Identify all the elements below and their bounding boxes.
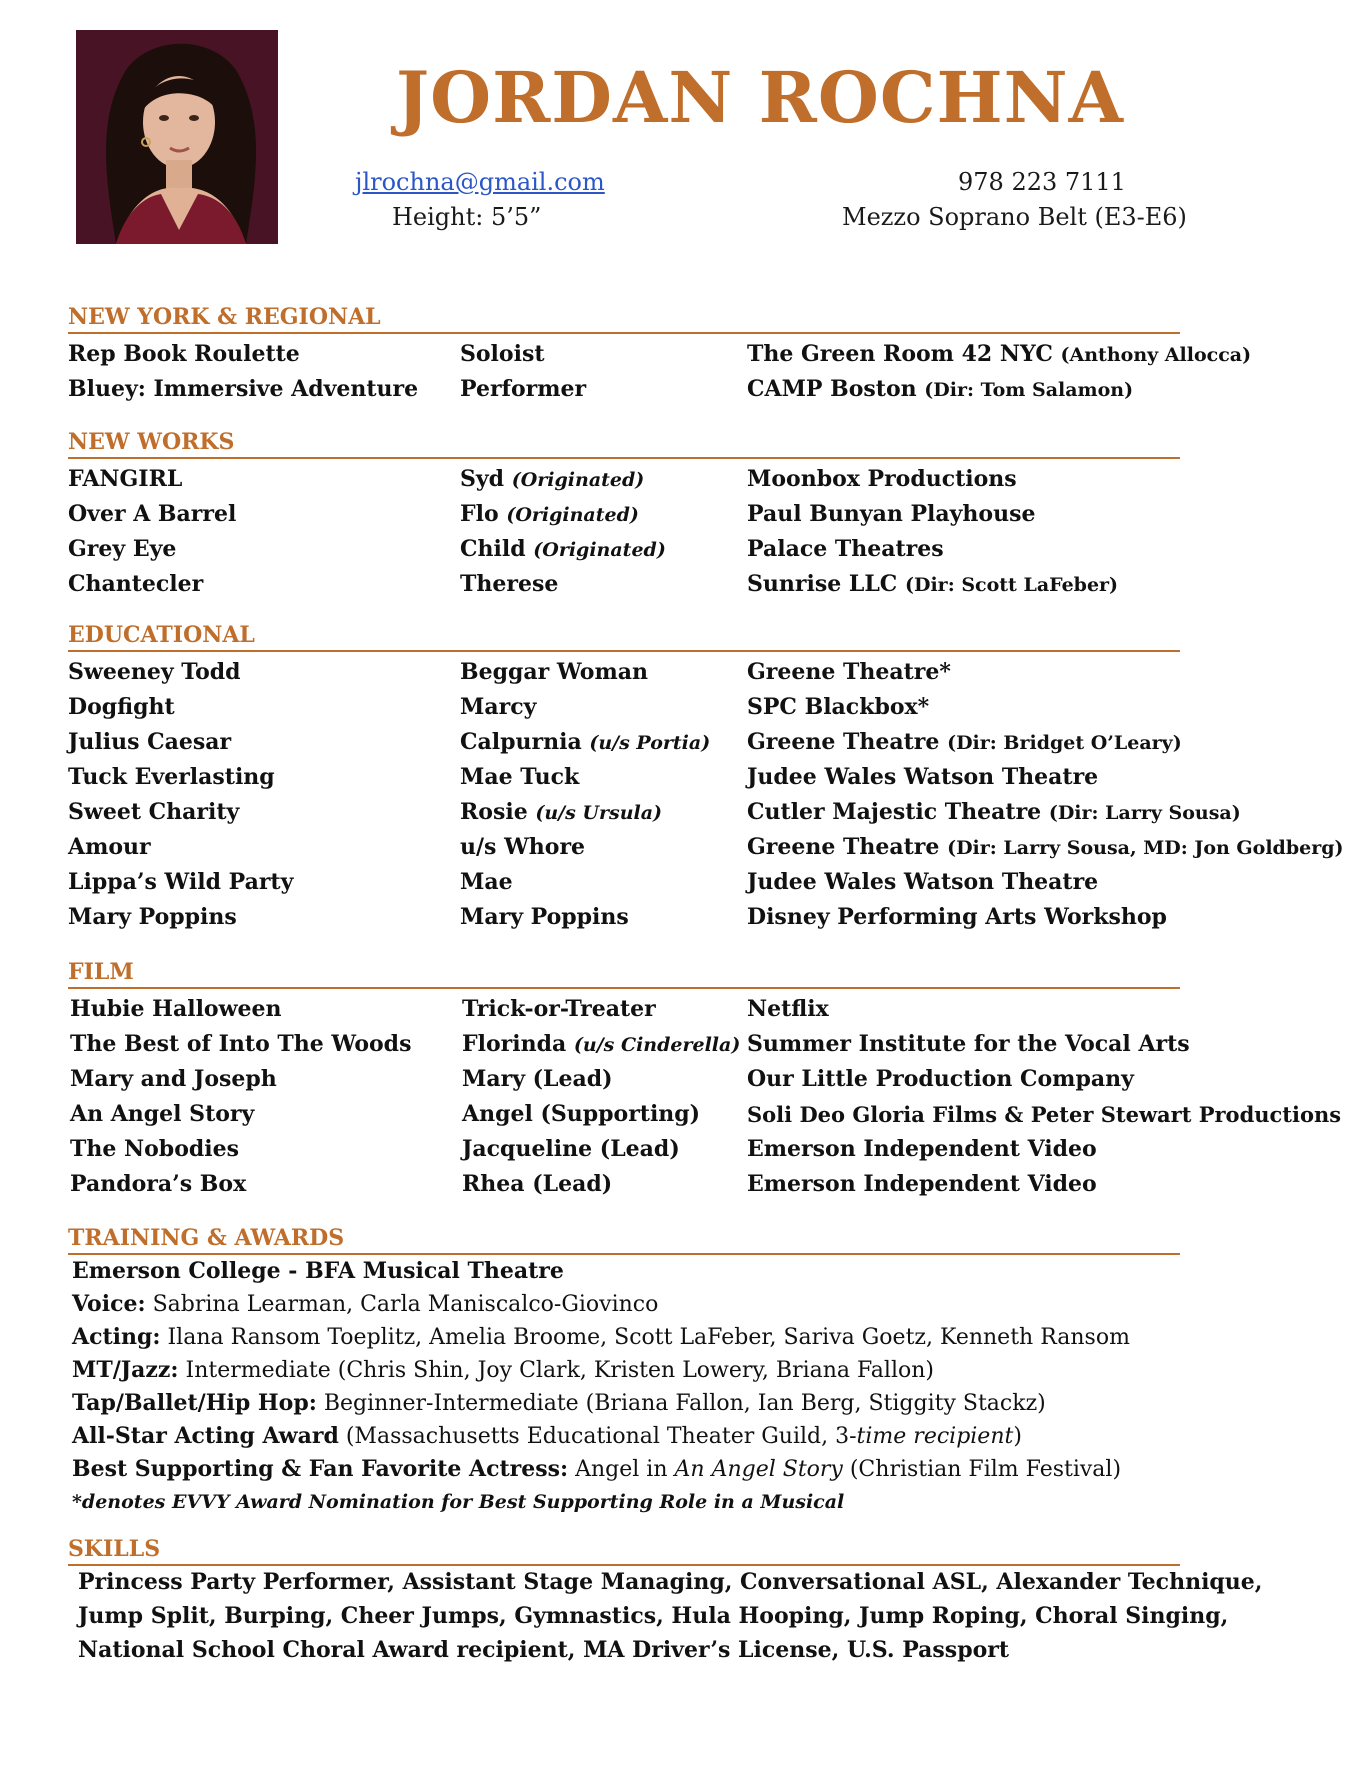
credit-show: FANGIRL bbox=[68, 466, 183, 492]
credit-role: Child (Originated) bbox=[460, 536, 666, 562]
credit-venue: The Green Room 42 NYC (Anthony Allocca) bbox=[747, 341, 1252, 367]
credit-show: Julius Caesar bbox=[68, 729, 232, 755]
email-link[interactable]: jlrochna@gmail.com bbox=[355, 168, 605, 196]
credit-role: Mae bbox=[460, 869, 513, 895]
credit-row bbox=[70, 1132, 1360, 1167]
credit-row bbox=[68, 567, 1358, 602]
credit-venue: Netflix bbox=[747, 996, 829, 1022]
credit-row bbox=[68, 725, 1358, 760]
credit-show: Mary and Joseph bbox=[70, 1066, 277, 1092]
credit-role: Florinda (u/s Cinderella) bbox=[462, 1031, 741, 1057]
credit-row bbox=[68, 462, 1358, 497]
candidate-name: JORDAN ROCHNA bbox=[396, 56, 1124, 139]
credit-show: Chantecler bbox=[68, 571, 204, 597]
credit-show: Tuck Everlasting bbox=[68, 764, 275, 790]
credit-show: Grey Eye bbox=[68, 536, 177, 562]
credit-show: An Angel Story bbox=[70, 1101, 255, 1127]
section-title-new-works: NEW WORKS bbox=[68, 429, 1180, 455]
credit-venue: Our Little Production Company bbox=[747, 1066, 1134, 1092]
credit-show: Rep Book Roulette bbox=[68, 341, 300, 367]
credit-role: Marcy bbox=[460, 694, 537, 720]
credit-row bbox=[68, 372, 1358, 407]
credit-venue: Greene Theatre (Dir: Bridget O’Leary) bbox=[747, 729, 1182, 755]
section-title-training: TRAINING & AWARDS bbox=[68, 1225, 1180, 1251]
credit-venue: Disney Performing Arts Workshop bbox=[747, 904, 1167, 930]
credit-venue: Soli Deo Gloria Films & Peter Stewart Productions bbox=[747, 1102, 1342, 1127]
credit-venue: Greene Theatre (Dir: Larry Sousa, MD: Jon Goldberg) bbox=[747, 834, 1344, 860]
credit-venue: SPC Blackbox* bbox=[747, 694, 930, 720]
credit-show: Lippa’s Wild Party bbox=[68, 869, 294, 895]
credit-role: Calpurnia (u/s Portia) bbox=[460, 729, 711, 755]
credit-row bbox=[68, 337, 1358, 372]
credit-role: Rhea (Lead) bbox=[462, 1171, 613, 1197]
training-list bbox=[72, 1255, 1252, 1519]
credit-row bbox=[68, 795, 1358, 830]
credit-row bbox=[70, 1027, 1360, 1062]
credit-show: Bluey: Immersive Adventure bbox=[68, 376, 419, 402]
credit-venue: Judee Wales Watson Theatre bbox=[747, 869, 1099, 895]
credit-venue: Paul Bunyan Playhouse bbox=[747, 501, 1036, 527]
credits-new-works bbox=[68, 462, 1358, 602]
credit-show: Hubie Halloween bbox=[70, 996, 282, 1022]
credit-row bbox=[68, 690, 1358, 725]
credit-role: Beggar Woman bbox=[460, 659, 648, 685]
credits-film bbox=[70, 992, 1360, 1202]
credit-row bbox=[70, 1062, 1360, 1097]
credit-venue: Cutler Majestic Theatre (Dir: Larry Sousa) bbox=[747, 799, 1241, 825]
credit-show: Pandora’s Box bbox=[70, 1171, 247, 1197]
credits-ny-regional bbox=[68, 337, 1358, 407]
credit-role: Mary (Lead) bbox=[462, 1066, 613, 1092]
skills-list bbox=[78, 1565, 1263, 1667]
training-tap: Tap/Ballet/Hip Hop: Beginner-Intermediate (Briana Fallon, Ian Berg, Stiggity Stackz) bbox=[72, 1390, 1046, 1416]
credit-venue: Greene Theatre* bbox=[747, 659, 951, 685]
credit-show: Amour bbox=[68, 834, 151, 860]
credit-venue: Emerson Independent Video bbox=[747, 1136, 1097, 1162]
credit-role: Syd (Originated) bbox=[460, 466, 645, 492]
credit-venue: Palace Theatres bbox=[747, 536, 944, 562]
credit-venue: CAMP Boston (Dir: Tom Salamon) bbox=[747, 376, 1134, 402]
credit-role: Mary Poppins bbox=[460, 904, 629, 930]
skills-line: Jump Split, Burping, Cheer Jumps, Gymnastics, Hula Hooping, Jump Roping, Choral Singing, bbox=[78, 1603, 1229, 1629]
headshot-photo bbox=[76, 30, 278, 244]
award-all-star: All-Star Acting Award (Massachusetts Educational Theater Guild, 3-time recipient) bbox=[72, 1423, 1022, 1449]
credit-role: Soloist bbox=[460, 341, 545, 367]
credit-role: Angel (Supporting) bbox=[462, 1101, 701, 1127]
credits-educational bbox=[68, 655, 1358, 935]
phone-number: 978 223 7111 bbox=[958, 168, 1126, 196]
credit-role: Performer bbox=[460, 376, 587, 402]
credit-show: The Nobodies bbox=[70, 1136, 239, 1162]
award-best-supporting: Best Supporting & Fan Favorite Actress: Angel in An Angel Story (Christian Film Festival) bbox=[72, 1456, 1122, 1482]
credit-role: Jacqueline (Lead) bbox=[462, 1136, 680, 1162]
credit-row bbox=[70, 1167, 1360, 1202]
credit-row bbox=[68, 900, 1358, 935]
evvy-footnote: *denotes EVVY Award Nomination for Best Supporting Role in a Musical bbox=[72, 1491, 845, 1513]
credit-venue: Summer Institute for the Vocal Arts bbox=[747, 1031, 1190, 1057]
skills-line: Princess Party Performer, Assistant Stage Managing, Conversational ASL, Alexander Technique, bbox=[78, 1569, 1263, 1595]
credit-show: Dogfight bbox=[68, 694, 175, 720]
height-info: Height: 5’5” bbox=[392, 203, 542, 231]
training-voice: Voice: Sabrina Learman, Carla Maniscalco-Giovinco bbox=[72, 1291, 659, 1317]
credit-show: Over A Barrel bbox=[68, 501, 237, 527]
credit-venue: Emerson Independent Video bbox=[747, 1171, 1097, 1197]
credit-show: Sweeney Todd bbox=[68, 659, 241, 685]
credit-role: Flo (Originated) bbox=[460, 501, 639, 527]
credit-show: Mary Poppins bbox=[68, 904, 237, 930]
credit-show: Sweet Charity bbox=[68, 799, 240, 825]
credit-row bbox=[68, 497, 1358, 532]
voice-type: Mezzo Soprano Belt (E3-E6) bbox=[842, 203, 1187, 231]
credit-row bbox=[68, 532, 1358, 567]
section-title-ny-regional: NEW YORK & REGIONAL bbox=[68, 304, 1180, 330]
credit-row bbox=[68, 865, 1358, 900]
credit-show: The Best of Into The Woods bbox=[70, 1031, 412, 1057]
skills-line: National School Choral Award recipient, MA Driver’s License, U.S. Passport bbox=[78, 1637, 1010, 1663]
credit-role: Trick-or-Treater bbox=[462, 996, 656, 1022]
credit-role: Therese bbox=[460, 571, 559, 597]
credit-venue: Sunrise LLC (Dir: Scott LaFeber) bbox=[747, 571, 1119, 597]
credit-role: u/s Whore bbox=[460, 834, 586, 860]
training-acting: Acting: Ilana Ransom Toeplitz, Amelia Broome, Scott LaFeber, Sariva Goetz, Kenneth Ransom bbox=[72, 1324, 1130, 1350]
section-title-skills: SKILLS bbox=[68, 1536, 1180, 1562]
training-jazz: MT/Jazz: Intermediate (Chris Shin, Joy Clark, Kristen Lowery, Briana Fallon) bbox=[72, 1357, 934, 1383]
credit-venue: Judee Wales Watson Theatre bbox=[747, 764, 1099, 790]
training-school: Emerson College - BFA Musical Theatre bbox=[72, 1258, 564, 1284]
credit-role: Rosie (u/s Ursula) bbox=[460, 799, 663, 825]
credit-row bbox=[68, 830, 1358, 865]
credit-role: Mae Tuck bbox=[460, 764, 580, 790]
section-title-film: FILM bbox=[68, 959, 1180, 985]
credit-row bbox=[70, 992, 1360, 1027]
credit-row bbox=[68, 655, 1358, 690]
credit-row bbox=[68, 760, 1358, 795]
credit-row bbox=[70, 1097, 1360, 1132]
credit-venue: Moonbox Productions bbox=[747, 466, 1017, 492]
section-title-educational: EDUCATIONAL bbox=[68, 622, 1180, 648]
